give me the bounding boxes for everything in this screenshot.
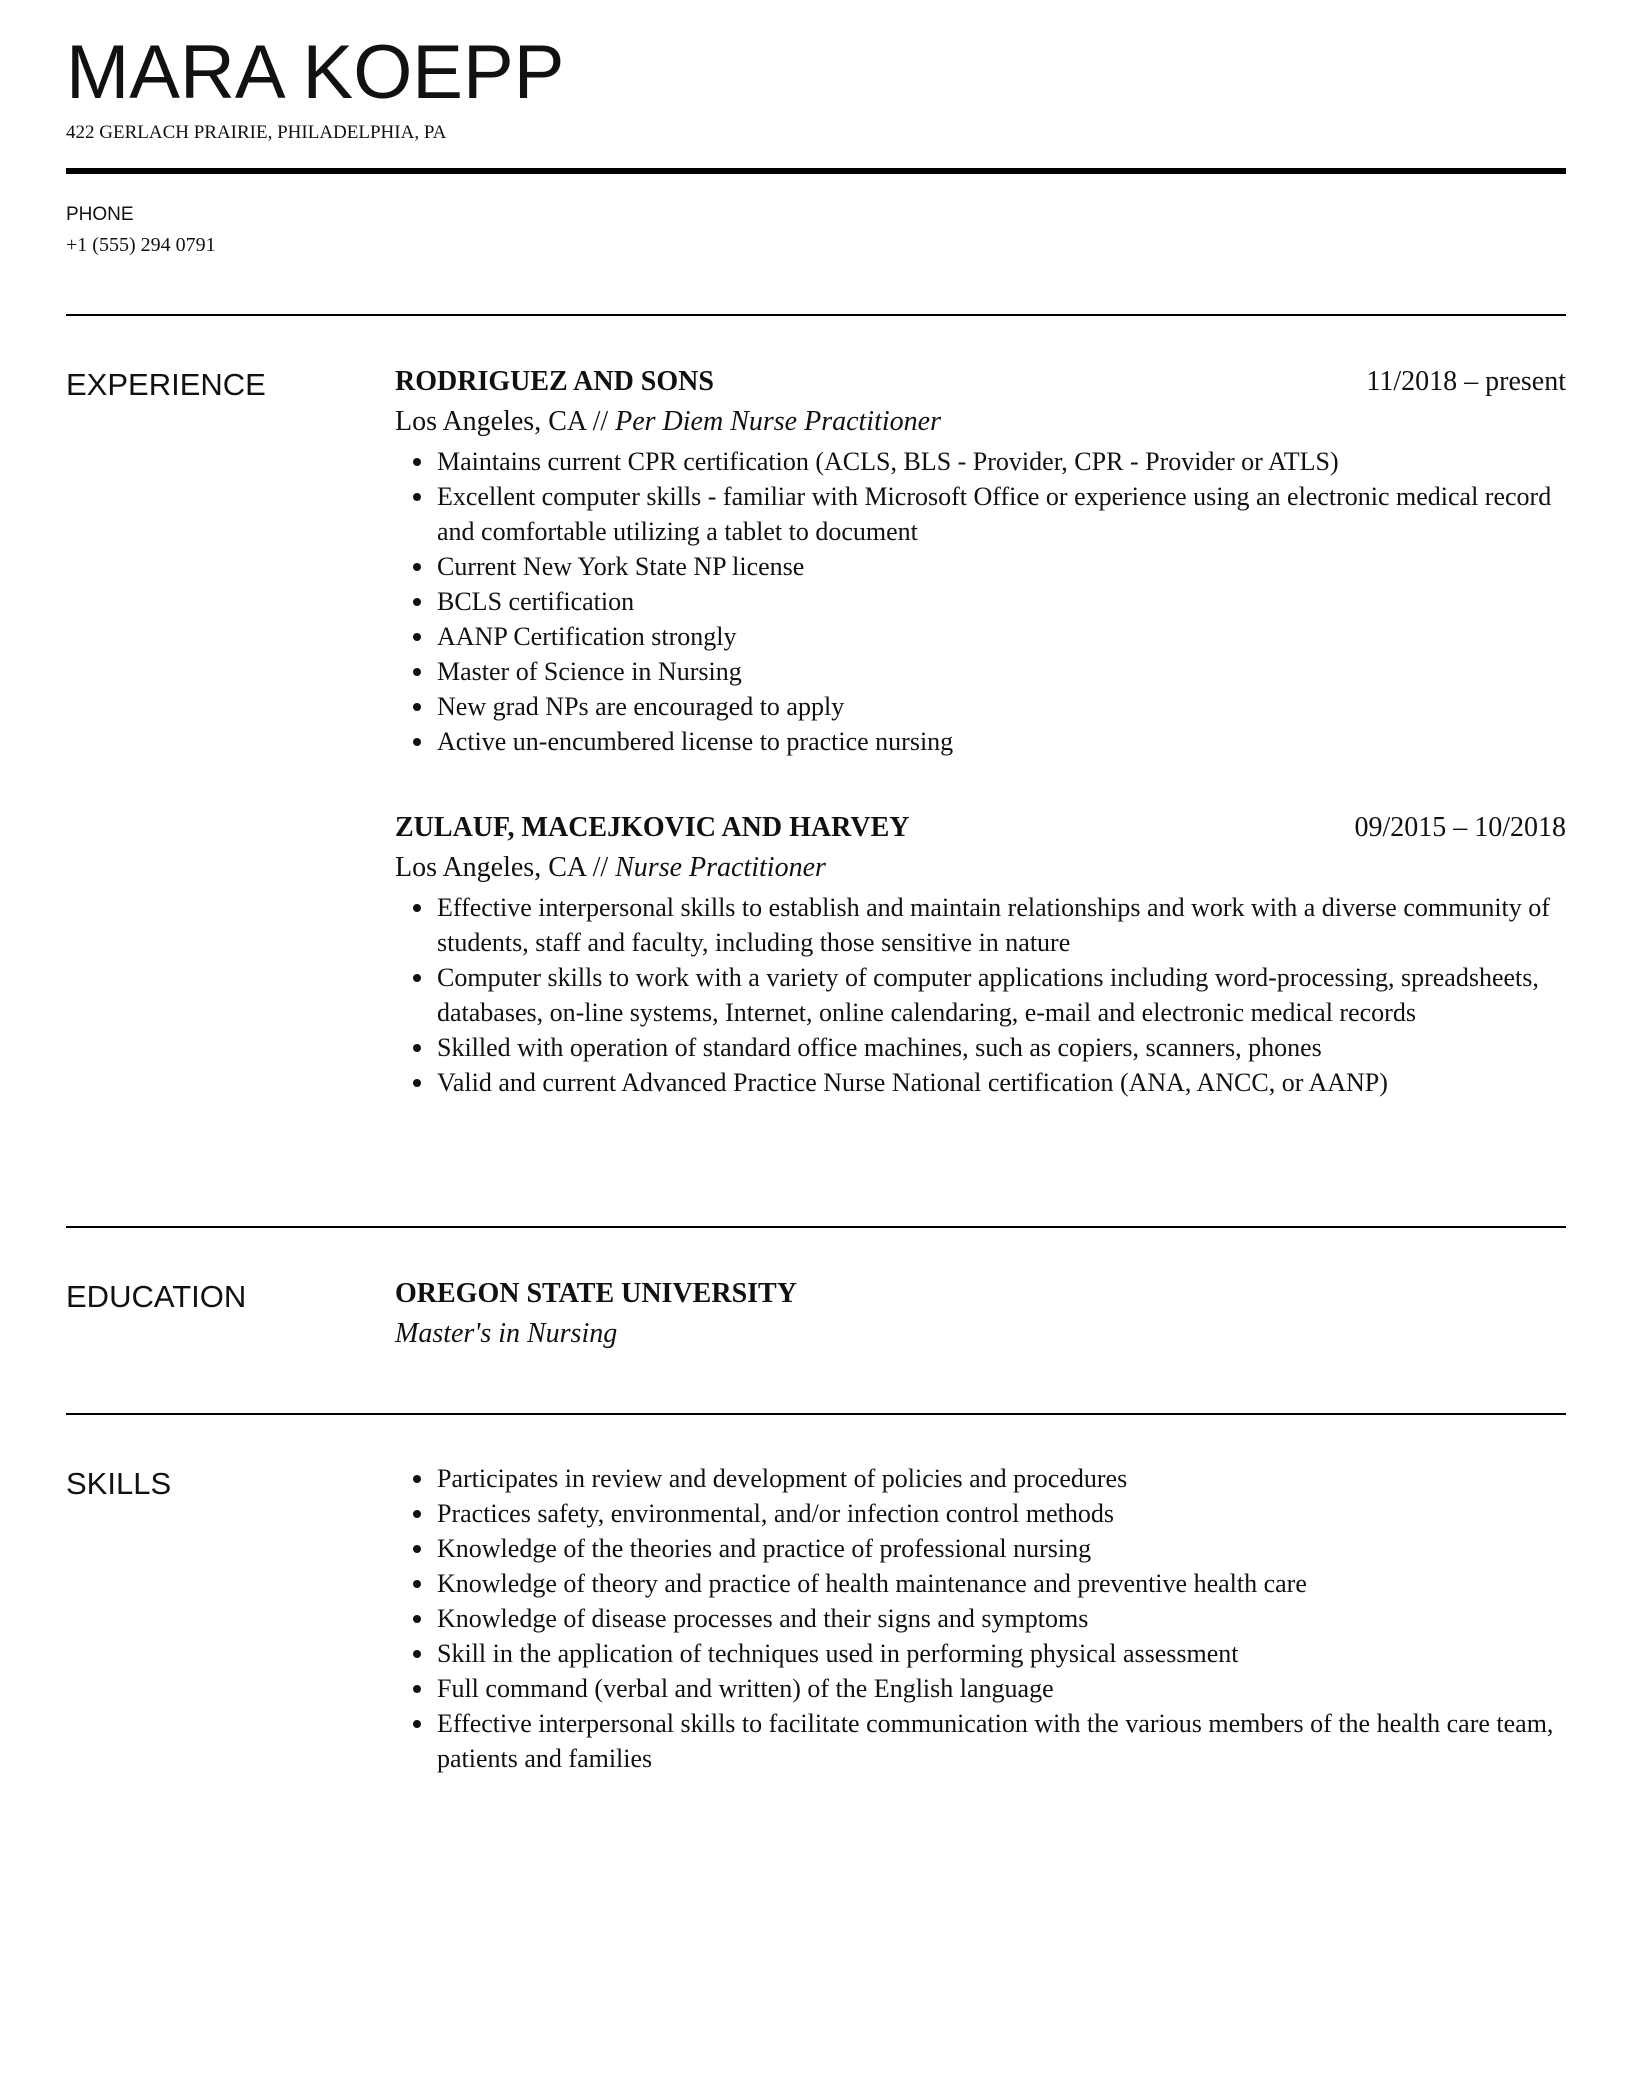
- bullet-dot-icon: [413, 563, 421, 571]
- job-entry: [395, 808, 1566, 1100]
- bullet-item: [395, 960, 1566, 1030]
- education-section: [395, 1274, 1566, 1354]
- job-location: Los Angeles, CA: [395, 852, 586, 883]
- skill-text: Knowledge of disease processes and their signs and symptoms: [437, 1604, 1089, 1633]
- bullet-dot-icon: [413, 1510, 421, 1518]
- job-separator: //: [585, 406, 616, 437]
- job-header: [395, 808, 1566, 848]
- bullet-text: New grad NPs are encouraged to apply: [437, 692, 845, 721]
- skill-text: Skill in the application of techniques used in performing physical assessment: [437, 1639, 1239, 1668]
- bullet-dot-icon: [413, 1615, 421, 1623]
- bullet-item: [395, 1030, 1566, 1065]
- skill-item: [395, 1461, 1566, 1496]
- bullet-text: Current New York State NP license: [437, 552, 805, 581]
- candidate-address: 422 GERLACH PRAIRIE, PHILADELPHIA, PA: [66, 122, 447, 143]
- candidate-name: MARA KOEPP: [66, 30, 565, 115]
- skill-text: Participates in review and development of policies and procedures: [437, 1464, 1128, 1493]
- bullet-text: Valid and current Advanced Practice Nurse National certification (ANA, ANCC, or AANP): [437, 1068, 1388, 1097]
- bullet-dot-icon: [413, 1545, 421, 1553]
- job-bullets: [395, 444, 1566, 759]
- job-location: Los Angeles, CA: [395, 406, 586, 437]
- bullet-item: [395, 1065, 1566, 1100]
- header-divider: [66, 168, 1566, 174]
- job-entry: [395, 362, 1566, 759]
- skill-text: Practices safety, environmental, and/or infection control methods: [437, 1499, 1114, 1528]
- section-title-education: EDUCATION: [66, 1279, 247, 1314]
- bullet-dot-icon: [413, 633, 421, 641]
- bullet-dot-icon: [413, 974, 421, 982]
- bullet-text: BCLS certification: [437, 587, 635, 616]
- bullet-item: [395, 890, 1566, 960]
- bullet-item: [395, 654, 1566, 689]
- skill-text: Full command (verbal and written) of the English language: [437, 1674, 1054, 1703]
- skill-text: Knowledge of the theories and practice of professional nursing: [437, 1534, 1092, 1563]
- job-role: Per Diem Nurse Practitioner: [615, 406, 941, 437]
- section-divider-skills: [66, 1413, 1566, 1415]
- skill-text: Effective interpersonal skills to facilitate communication with the various members of the health care team, patients and families: [437, 1709, 1554, 1773]
- job-dates: 09/2015 – 10/2018: [1354, 812, 1566, 843]
- skill-item: [395, 1671, 1566, 1706]
- skill-item: [395, 1566, 1566, 1601]
- bullet-dot-icon: [413, 1044, 421, 1052]
- job-separator: //: [585, 852, 616, 883]
- job-subline: [395, 848, 1566, 888]
- skill-item: [395, 1531, 1566, 1566]
- phone-value: +1 (555) 294 0791: [66, 234, 216, 256]
- section-divider-education: [66, 1226, 1566, 1228]
- bullet-text: Skilled with operation of standard office machines, such as copiers, scanners, phones: [437, 1033, 1322, 1062]
- job-employer: RODRIGUEZ AND SONS: [395, 366, 714, 397]
- job-employer: ZULAUF, MACEJKOVIC AND HARVEY: [395, 812, 910, 843]
- bullet-text: AANP Certification strongly: [437, 622, 737, 651]
- skills-section: [395, 1461, 1566, 1776]
- bullet-dot-icon: [413, 493, 421, 501]
- experience-section: [395, 362, 1566, 1100]
- job-subline: [395, 402, 1566, 442]
- bullet-text: Master of Science in Nursing: [437, 657, 742, 686]
- job-bullets: [395, 890, 1566, 1100]
- school-name: OREGON STATE UNIVERSITY: [395, 1278, 797, 1309]
- skill-item: [395, 1706, 1566, 1776]
- bullet-dot-icon: [413, 1079, 421, 1087]
- bullet-dot-icon: [413, 458, 421, 466]
- bullet-item: [395, 549, 1566, 584]
- bullet-item: [395, 584, 1566, 619]
- bullet-dot-icon: [413, 1475, 421, 1483]
- bullet-item: [395, 479, 1566, 549]
- job-header: [395, 362, 1566, 402]
- phone-label: PHONE: [66, 204, 134, 225]
- section-title-experience: EXPERIENCE: [66, 367, 266, 402]
- skill-text: Knowledge of theory and practice of health maintenance and preventive health care: [437, 1569, 1307, 1598]
- bullet-dot-icon: [413, 1685, 421, 1693]
- bullet-text: Maintains current CPR certification (ACLS, BLS - Provider, CPR - Provider or ATLS): [437, 447, 1339, 476]
- bullet-item: [395, 444, 1566, 479]
- section-divider-experience: [66, 314, 1566, 316]
- bullet-text: Effective interpersonal skills to establish and maintain relationships and work with a diverse community of students, staff and faculty, including those sensitive in nature: [437, 893, 1550, 957]
- skill-item: [395, 1636, 1566, 1671]
- degree-name: Master's in Nursing: [395, 1318, 618, 1349]
- bullet-dot-icon: [413, 598, 421, 606]
- bullet-dot-icon: [413, 1650, 421, 1658]
- bullet-item: [395, 689, 1566, 724]
- skill-item: [395, 1496, 1566, 1531]
- bullet-dot-icon: [413, 1720, 421, 1728]
- bullet-item: [395, 724, 1566, 759]
- bullet-dot-icon: [413, 904, 421, 912]
- bullet-dot-icon: [413, 1580, 421, 1588]
- bullet-dot-icon: [413, 668, 421, 676]
- bullet-dot-icon: [413, 738, 421, 746]
- bullet-item: [395, 619, 1566, 654]
- skill-item: [395, 1601, 1566, 1636]
- bullet-text: Active un-encumbered license to practice nursing: [437, 727, 954, 756]
- job-role: Nurse Practitioner: [615, 852, 826, 883]
- bullet-dot-icon: [413, 703, 421, 711]
- skills-list: [395, 1461, 1566, 1776]
- bullet-text: Computer skills to work with a variety of computer applications including word-processing, spreadsheets, databases, on-line systems, Internet, online calendaring, e-mail and electronic medical records: [437, 963, 1539, 1027]
- bullet-text: Excellent computer skills - familiar with Microsoft Office or experience using an electronic medical record and comfortable utilizing a tablet to document: [437, 482, 1552, 546]
- section-title-skills: SKILLS: [66, 1466, 172, 1501]
- job-dates: 11/2018 – present: [1366, 366, 1566, 397]
